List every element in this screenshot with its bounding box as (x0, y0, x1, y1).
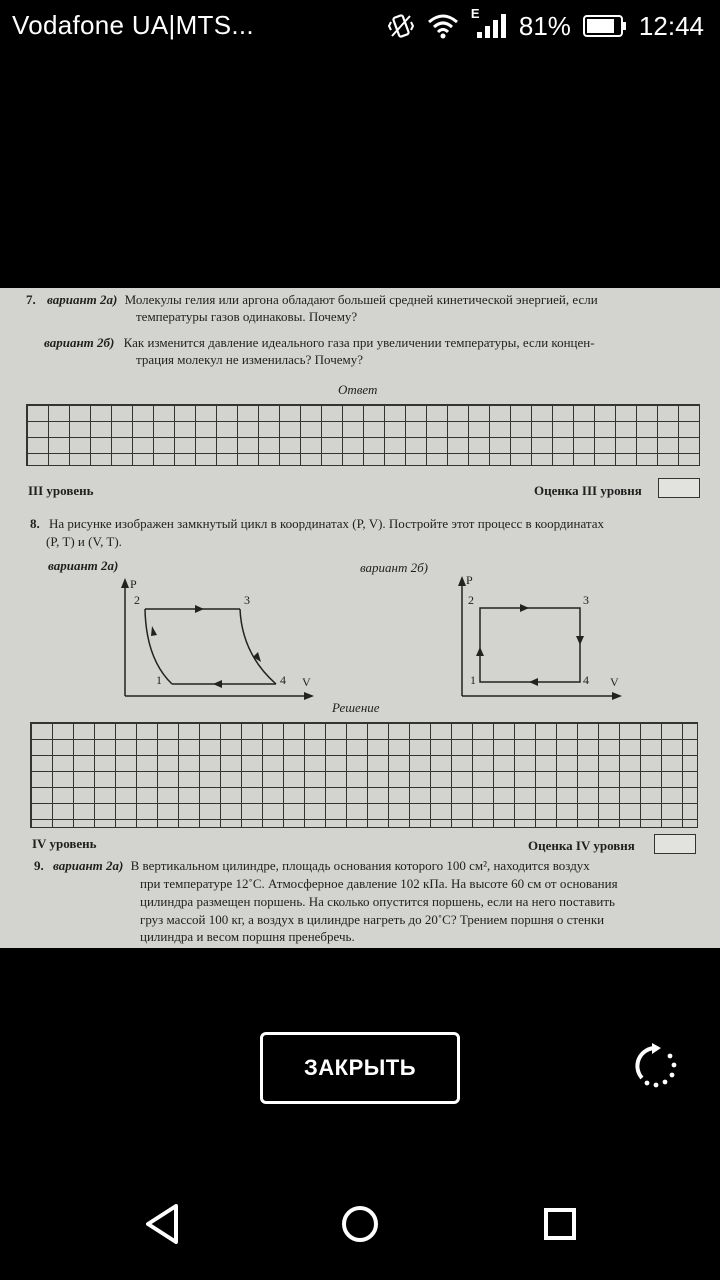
q7-line-1 (26, 292, 598, 308)
q8-text: На рисунке изображен замкнутый цикл в координатах (P, V). Постройте этот процесс в координатах (49, 516, 604, 531)
q9-variant-label: вариант 2а) (53, 858, 124, 873)
home-icon[interactable] (330, 1194, 390, 1254)
q8-variant-a-label: вариант 2а) (48, 558, 119, 573)
q7-variant-b (44, 335, 595, 351)
diagram-b-point-3: 3 (583, 593, 589, 607)
vibrate-icon (387, 12, 415, 40)
clock: 12:44 (638, 10, 704, 41)
battery-icon (583, 15, 627, 37)
q7-variant-a-label: вариант 2а) (47, 292, 118, 307)
diagram-b-point-1: 1 (470, 673, 476, 687)
level-3-label: III уровень (28, 483, 94, 498)
answer-label: Ответ (338, 382, 378, 397)
document-photo (0, 288, 720, 948)
close-button[interactable]: ЗАКРЫТЬ (260, 1032, 460, 1104)
diagram-a-point-2: 2 (134, 593, 140, 607)
level-3-score-label: Оценка III уровня (534, 483, 642, 498)
q9-line-3: цилиндра размещен поршень. На сколько опустится поршень, если на него поставить (140, 894, 615, 909)
carrier-name: Vodafone UA|MTS... (12, 10, 254, 40)
q9-line-1 (34, 858, 590, 874)
q8-variant-b-label: вариант 2б) (360, 560, 429, 575)
q9-line-5: цилиндра и весом поршня пренебречь. (140, 929, 355, 944)
q9-text: В вертикальном цилиндре, площадь основания которого 100 см², находится воздух (130, 858, 590, 873)
status-icons (387, 6, 704, 42)
level-3-score-box (658, 478, 700, 498)
q8-line-1 (30, 516, 604, 532)
diagram-b-point-2: 2 (468, 593, 474, 607)
q8-line-2: (P, T) и (V, T). (46, 534, 122, 549)
q7-variant-b-line-2: трация молекул не изменилась? Почему? (136, 352, 363, 367)
signal-icon (470, 6, 507, 40)
q9-line-2: при температуре 12˚С. Атмосферное давление 102 кПа. На высоте 60 см от основания (140, 876, 618, 891)
rotate-icon[interactable] (632, 1042, 680, 1090)
q7-number: 7. (26, 292, 36, 307)
battery-percent: 81% (518, 10, 571, 41)
answer-grid (26, 404, 700, 466)
network-type: E (470, 6, 480, 21)
back-icon[interactable] (132, 1194, 192, 1254)
q7-line-2: температуры газов одинаковы. Почему? (136, 309, 358, 324)
status-bar (0, 0, 720, 54)
solution-label: Решение (332, 700, 380, 715)
pv-diagram-a (100, 574, 320, 704)
pv-diagram-b (440, 574, 630, 704)
navigation-bar (0, 1180, 720, 1280)
q9-line-4: груз массой 100 кг, а воздух в цилиндре нагреть до 20˚С? Трением поршня о стенки (140, 912, 605, 927)
diagram-b-axis-p: P (466, 574, 473, 587)
level-4-score-label: Оценка IV уровня (528, 838, 635, 853)
level-4-score-box (654, 834, 696, 854)
solution-grid (30, 722, 698, 828)
q7-variant-a-text: Молекулы гелия или аргона обладают большей средней кинетической энергией, если (124, 292, 598, 307)
q9-number: 9. (34, 858, 44, 873)
recents-icon[interactable] (530, 1194, 590, 1254)
diagram-b-point-4: 4 (583, 673, 589, 687)
diagram-a-axis-v: V (302, 675, 311, 689)
q8-number: 8. (30, 516, 40, 531)
level-4-label: IV уровень (32, 836, 97, 851)
q7-variant-b-text: Как изменится давление идеального газа при увеличении температуры, если концен- (123, 335, 595, 350)
diagram-a-point-4: 4 (280, 673, 286, 687)
diagram-b-axis-v: V (610, 675, 619, 689)
q7-variant-b-label: вариант 2б) (44, 335, 115, 350)
wifi-icon (427, 12, 459, 40)
diagram-a-axis-p: P (130, 577, 137, 591)
diagram-a-point-1: 1 (156, 673, 162, 687)
diagram-a-point-3: 3 (244, 593, 250, 607)
